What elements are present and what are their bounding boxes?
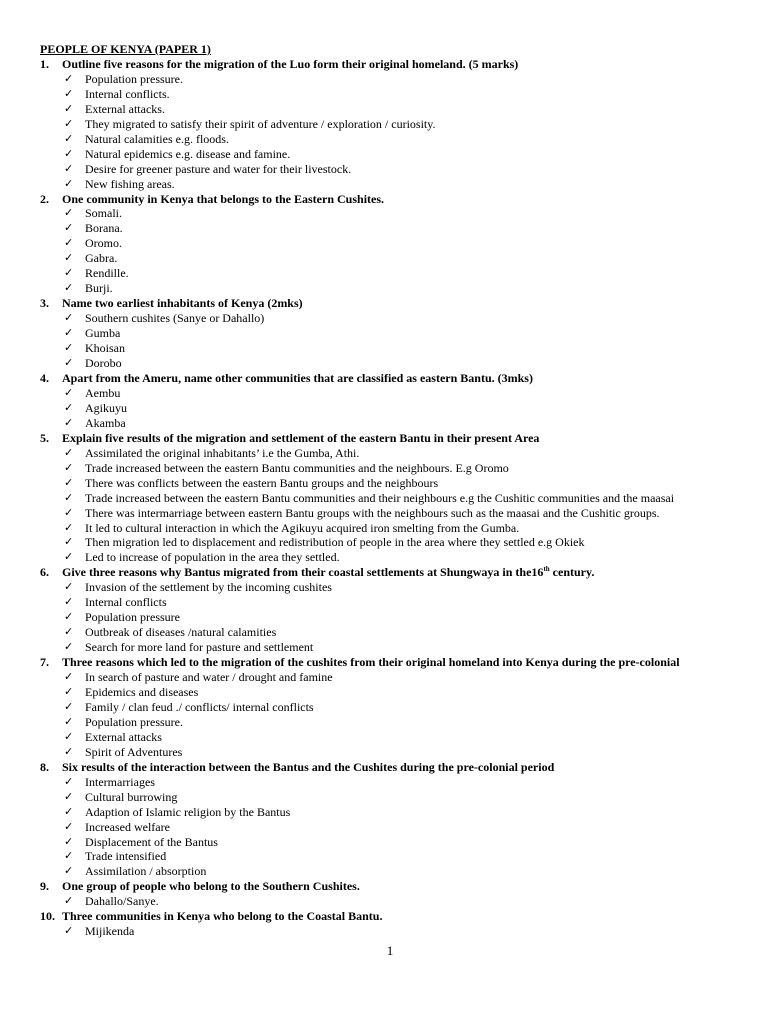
checkmark-icon: ✓	[64, 161, 74, 175]
answer-item	[40, 550, 755, 565]
answer-text: In search of pasture and water / drought and famine	[85, 670, 333, 685]
answer-text: Mijikenda	[85, 924, 135, 939]
answer-item	[40, 236, 755, 251]
checkmark-icon: ✓	[64, 400, 74, 414]
answer-item	[40, 251, 755, 266]
question-7	[40, 655, 755, 670]
answer-text: Somali.	[85, 206, 123, 221]
answer-item	[40, 132, 755, 147]
answer-item	[40, 580, 755, 595]
checkmark-icon: ✓	[64, 490, 74, 504]
checkmark-icon: ✓	[64, 266, 74, 280]
question-text-end: century.	[549, 565, 595, 580]
answer-item	[40, 864, 755, 879]
checkmark-icon: ✓	[64, 281, 74, 295]
checkmark-icon: ✓	[64, 311, 74, 325]
answer-item	[40, 924, 755, 939]
answer-item	[40, 745, 755, 760]
checkmark-icon: ✓	[64, 535, 74, 549]
answer-item	[40, 281, 755, 296]
answer-text: They migrated to satisfy their spirit of adventure / exploration / curiosity.	[85, 116, 436, 131]
answer-text: Gumba	[85, 326, 121, 341]
answer-item	[40, 506, 755, 521]
question-text: Name two earliest inhabitants of Kenya (2mks)	[62, 296, 303, 311]
answer-text: Natural epidemics e.g. disease and famine.	[85, 146, 291, 161]
answer-item	[40, 625, 755, 640]
question-number: 8.	[40, 759, 49, 774]
question-2	[40, 192, 755, 207]
question-number: 1.	[40, 56, 49, 71]
checkmark-icon: ✓	[64, 625, 74, 639]
checkmark-icon: ✓	[64, 670, 74, 684]
document-title: PEOPLE OF KENYA (PAPER 1)	[40, 42, 211, 56]
answer-item	[40, 416, 755, 431]
answer-text: There was intermarriage between eastern Bantu groups with the neighbours such as the maasai and the Cushitic groups.	[85, 505, 660, 520]
answer-text: Akamba	[85, 415, 126, 430]
answer-text: Oromo.	[85, 236, 122, 251]
question-6	[40, 565, 755, 580]
question-9	[40, 879, 755, 894]
answer-text: Internal conflicts	[85, 595, 167, 610]
answer-item	[40, 849, 755, 864]
answer-text: Gabra.	[85, 251, 118, 266]
answer-item	[40, 595, 755, 610]
answer-item	[40, 640, 755, 655]
checkmark-icon: ✓	[64, 714, 74, 728]
question-text: One group of people who belong to the Southern Cushites.	[62, 879, 360, 894]
answer-item	[40, 311, 755, 326]
question-number: 10.	[40, 909, 55, 924]
checkmark-icon: ✓	[64, 326, 74, 340]
checkmark-icon: ✓	[64, 744, 74, 758]
checkmark-icon: ✓	[64, 71, 74, 85]
answer-item	[40, 476, 755, 491]
answer-item	[40, 491, 755, 506]
answer-item	[40, 221, 755, 236]
answer-text: Invasion of the settlement by the incoming cushites	[85, 580, 332, 595]
answer-item	[40, 87, 755, 102]
answer-item	[40, 162, 755, 177]
question-1	[40, 57, 755, 72]
question-number: 3.	[40, 296, 49, 311]
checkmark-icon: ✓	[64, 580, 74, 594]
answer-item	[40, 461, 755, 476]
question-text: Outline five reasons for the migration of the Luo form their original homeland. (5 marks)	[62, 56, 519, 71]
checkmark-icon: ✓	[64, 206, 74, 220]
question-number: 5.	[40, 430, 49, 445]
answer-item	[40, 401, 755, 416]
checkmark-icon: ✓	[64, 804, 74, 818]
question-number: 6.	[40, 565, 49, 580]
checkmark-icon: ✓	[64, 699, 74, 713]
answer-item	[40, 117, 755, 132]
checkmark-icon: ✓	[64, 684, 74, 698]
answer-text: Displacement of the Bantus	[85, 834, 218, 849]
checkmark-icon: ✓	[64, 415, 74, 429]
checkmark-icon: ✓	[64, 445, 74, 459]
answer-text: Southern cushites (Sanye or Dahallo)	[85, 311, 265, 326]
answer-item	[40, 775, 755, 790]
answer-item	[40, 670, 755, 685]
answer-text: Agikuyu	[85, 400, 127, 415]
answer-text: Khoisan	[85, 341, 125, 356]
answer-item	[40, 820, 755, 835]
answer-text: Led to increase of population in the area they settled.	[85, 550, 340, 565]
checkmark-icon: ✓	[64, 640, 74, 654]
answer-item	[40, 715, 755, 730]
checkmark-icon: ✓	[64, 221, 74, 235]
answer-text: Outbreak of diseases /natural calamities	[85, 625, 277, 640]
checkmark-icon: ✓	[64, 789, 74, 803]
checkmark-icon: ✓	[64, 356, 74, 370]
answer-text: It led to cultural interaction in which the Agikuyu acquired iron smelting from the Gumba.	[85, 520, 520, 535]
answer-item	[40, 386, 755, 401]
answer-item	[40, 521, 755, 536]
answer-item	[40, 147, 755, 162]
checkmark-icon: ✓	[64, 116, 74, 130]
answer-item	[40, 700, 755, 715]
checkmark-icon: ✓	[64, 729, 74, 743]
question-number: 2.	[40, 191, 49, 206]
answer-text: Internal conflicts.	[85, 86, 170, 101]
answer-text: Assimilated the original inhabitants’ i.e the Gumba, Athi.	[85, 445, 360, 460]
checkmark-icon: ✓	[64, 86, 74, 100]
checkmark-icon: ✓	[64, 101, 74, 115]
checkmark-icon: ✓	[64, 385, 74, 399]
answer-item	[40, 805, 755, 820]
answer-item	[40, 72, 755, 87]
checkmark-icon: ✓	[64, 864, 74, 878]
question-text: Explain five results of the migration and settlement of the eastern Bantu in their present Area	[62, 430, 540, 445]
answer-item	[40, 341, 755, 356]
answer-text: Spirit of Adventures	[85, 744, 183, 759]
checkmark-icon: ✓	[64, 176, 74, 190]
answer-item	[40, 730, 755, 745]
question-10	[40, 909, 755, 924]
answer-text: External attacks	[85, 729, 162, 744]
question-5	[40, 431, 755, 446]
question-8	[40, 760, 755, 775]
answer-text: Borana.	[85, 221, 123, 236]
answer-text: Aembu	[85, 385, 121, 400]
answer-item	[40, 326, 755, 341]
question-text: Apart from the Ameru, name other communities that are classified as eastern Bantu. (3mks)	[62, 370, 533, 385]
answer-item	[40, 446, 755, 461]
checkmark-icon: ✓	[64, 834, 74, 848]
answer-text: Population pressure	[85, 610, 180, 625]
answer-text: Rendille.	[85, 266, 129, 281]
answer-text: Intermarriages	[85, 774, 155, 789]
answer-item	[40, 535, 755, 550]
checkmark-icon: ✓	[64, 460, 74, 474]
answer-text: Burji.	[85, 281, 113, 296]
checkmark-icon: ✓	[64, 894, 74, 908]
answer-item	[40, 610, 755, 625]
answer-item	[40, 790, 755, 805]
answer-text: Desire for greener pasture and water for their livestock.	[85, 161, 352, 176]
answer-text: Cultural burrowing	[85, 789, 178, 804]
answer-text: Family / clan feud ./ conflicts/ internal conflicts	[85, 699, 314, 714]
answer-text: Population pressure.	[85, 71, 183, 86]
checkmark-icon: ✓	[64, 774, 74, 788]
checkmark-icon: ✓	[64, 341, 74, 355]
checkmark-icon: ✓	[64, 520, 74, 534]
question-text: One community in Kenya that belongs to the Eastern Cushites.	[62, 191, 385, 206]
checkmark-icon: ✓	[64, 475, 74, 489]
page-number: 1	[386, 943, 394, 958]
answer-text: Trade increased between the eastern Bantu communities and the neighbours. E.g Oromo	[85, 460, 509, 475]
answer-item	[40, 894, 755, 909]
answer-text: Increased welfare	[85, 819, 170, 834]
question-text: Three reasons which led to the migration of the cushites from their original homeland into Kenya during the pre-colonial	[62, 655, 680, 670]
checkmark-icon: ✓	[64, 505, 74, 519]
answer-item	[40, 685, 755, 700]
checkmark-icon: ✓	[64, 849, 74, 863]
question-number: 4.	[40, 370, 49, 385]
answer-text: Dorobo	[85, 356, 122, 371]
question-text: Six results of the interaction between the Bantus and the Cushites during the pre-colonial period	[62, 759, 555, 774]
answer-text: External attacks.	[85, 101, 165, 116]
checkmark-icon: ✓	[64, 146, 74, 160]
question-3	[40, 296, 755, 311]
checkmark-icon: ✓	[64, 595, 74, 609]
question-text: Give three reasons why Bantus migrated from their coastal settlements at Shungwaya in the16	[62, 565, 544, 580]
checkmark-icon: ✓	[64, 819, 74, 833]
question-4	[40, 371, 755, 386]
question-text: Three communities in Kenya who belong to the Coastal Bantu.	[62, 909, 383, 924]
answer-text: Population pressure.	[85, 714, 183, 729]
answer-text: Dahallo/Sanye.	[85, 894, 159, 909]
answer-text: There was conflicts between the eastern Bantu groups and the neighbours	[85, 475, 439, 490]
answer-item	[40, 102, 755, 117]
document-body	[40, 42, 755, 939]
answer-text: Natural calamities e.g. floods.	[85, 131, 229, 146]
answer-item	[40, 266, 755, 281]
answer-item	[40, 356, 755, 371]
answer-text: Search for more land for pasture and settlement	[85, 640, 314, 655]
answer-text: Trade intensified	[85, 849, 167, 864]
answer-item	[40, 835, 755, 850]
answer-text: New fishing areas.	[85, 176, 175, 191]
checkmark-icon: ✓	[64, 924, 74, 938]
answer-item	[40, 206, 755, 221]
answer-item	[40, 177, 755, 192]
answer-text: Then migration led to displacement and redistribution of people in the area where they settled e.g Okiek	[85, 535, 585, 550]
question-number: 7.	[40, 655, 49, 670]
checkmark-icon: ✓	[64, 550, 74, 564]
checkmark-icon: ✓	[64, 610, 74, 624]
checkmark-icon: ✓	[64, 251, 74, 265]
answer-text: Adaption of Islamic religion by the Bantus	[85, 804, 291, 819]
checkmark-icon: ✓	[64, 131, 74, 145]
checkmark-icon: ✓	[64, 236, 74, 250]
answer-text: Trade increased between the eastern Bantu communities and their neighbours e.g the Cushitic communities and the maasai	[85, 490, 675, 505]
answer-text: Assimilation / absorption	[85, 864, 207, 879]
answer-text: Epidemics and diseases	[85, 684, 199, 699]
question-superscript: th	[543, 565, 550, 574]
question-number: 9.	[40, 879, 49, 894]
